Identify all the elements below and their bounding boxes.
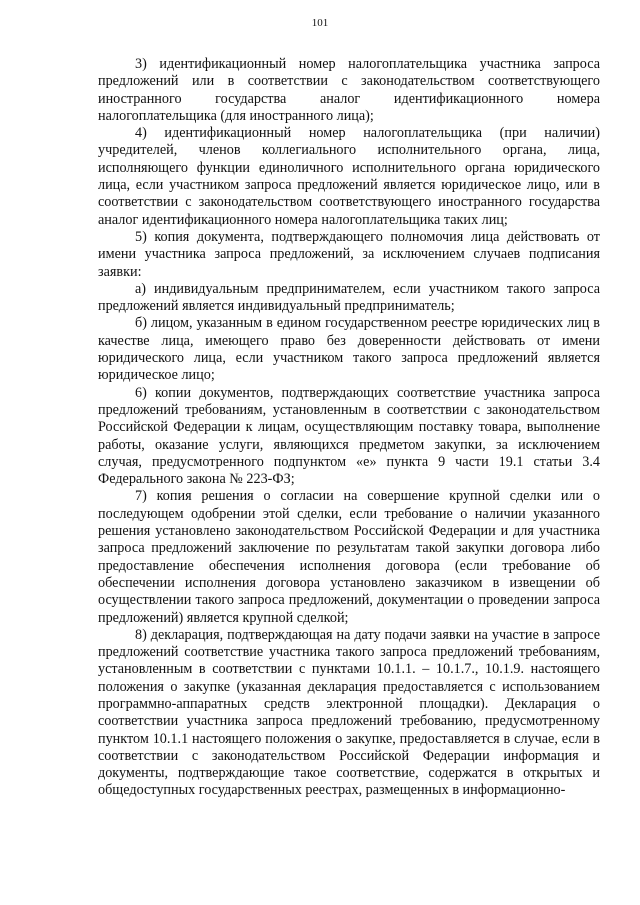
paragraph-item-4: 4) идентификационный номер налогоплательщика (при наличии) учредителей, членов коллегиального исполнительного органа, лица, исполняющего функции единоличного исполнительного органа юридического лица, если участником запроса предложений является юридическое лицо, или в соответствии с законодательством соответствующего иностранного государства аналог идентификационного номера налогоплательщика таких лиц;	[98, 125, 600, 228]
paragraph-item-8: 8) декларация, подтверждающая на дату подачи заявки на участие в запросе предложений соответствие участника такого запроса предложений требованиям, установленным в соответствии с пунктами 10.1.1. – 10.1.7., 10.1.9. настоящего положения о закупке (указанная декларация предоставляется с использованием программно-аппаратных средств электронной площадки). Декларация о соответствии участника запроса предложений требованию, предусмотренному пунктом 10.1.1 настоящего положения о закупке, предоставляется в случае, если в соответствии с законодательством Российской Федерации информация и документы, подтверждающие такое соответствие, содержатся в открытых и общедоступных государственных реестрах, размещенных в информационно-	[98, 626, 600, 799]
page-number: 101	[311, 17, 329, 29]
paragraph-item-5: 5) копия документа, подтверждающего полномочия лица действовать от имени участника запроса предложений, за исключением случаев подписания заявки:	[98, 228, 600, 280]
document-body	[98, 56, 600, 800]
paragraph-subitem-a: а) индивидуальным предпринимателем, если участником такого запроса предложений является индивидуальный предприниматель;	[98, 280, 600, 315]
paragraph-item-6: 6) копии документов, подтверждающих соответствие участника запроса предложений требованиям, установленным в соответствии с законодательством Российской Федерации к лицам, осуществляющим поставку товара, выполнение работы, оказание услуги, являющихся предметом закупки, за исключением случая, предусмотренного подпунктом «е» пункта 9 части 19.1 статьи 3.4 Федерального закона № 223-ФЗ;	[98, 384, 600, 488]
paragraph-item-3: 3) идентификационный номер налогоплательщика участника запроса предложений или в соответствии с законодательством соответствующего иностранного государства аналог идентификационного номера налогоплательщика (для иностранного лица);	[98, 56, 600, 124]
paragraph-subitem-b: б) лицом, указанным в едином государственном реестре юридических лиц в качестве лица, имеющего право без доверенности действовать от имени юридического лица, если участником такого запроса предложений является юридическое лицо;	[98, 315, 600, 384]
paragraph-item-7: 7) копия решения о согласии на совершение крупной сделки или о последующем одобрении этой сделки, если требование о наличии указанного решения установлено законодательством Российской Федерации и для участника запроса предложений заключение по результатам такой закупки договора либо предоставление обеспечения исполнения договора (если требование об обеспечении исполнения договора установлено заказчиком в извещении об осуществлении такого запроса предложений, документации о проведении запроса предложений) является крупной сделкой;	[98, 488, 600, 626]
